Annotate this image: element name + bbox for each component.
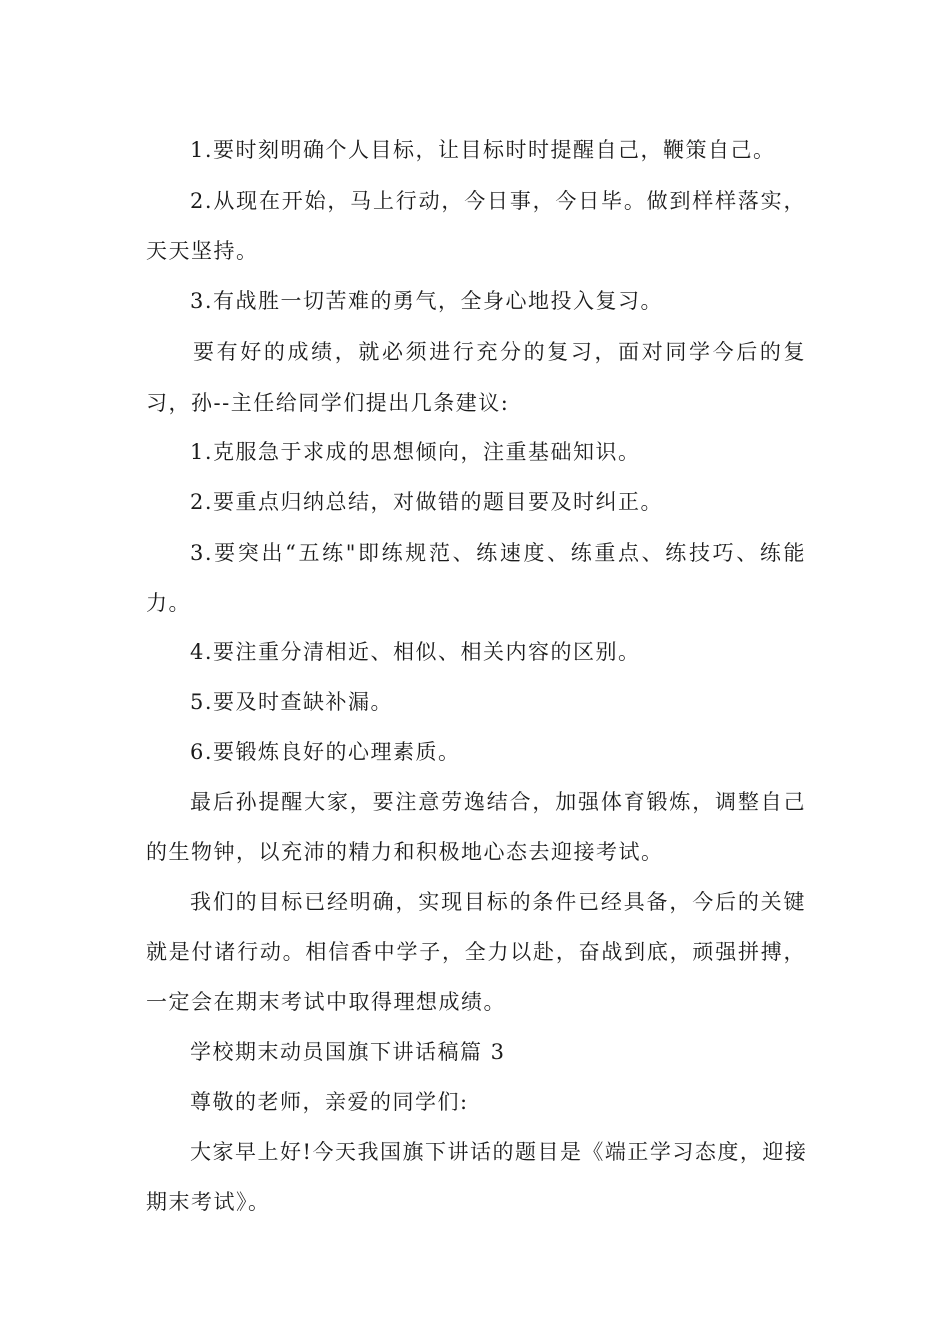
paragraph-line: 3.有战胜一切苦难的勇气，全身心地投入复习。 <box>190 289 664 313</box>
section-heading: 学校期末动员国旗下讲话稿篇 3 <box>190 1040 506 1064</box>
paragraph-line: 4.要注重分清相近、相似、相关内容的区别。 <box>190 640 641 664</box>
paragraph-line: 5.要及时查缺补漏。 <box>190 690 394 714</box>
paragraph-line: 就是付诸行动。相信香中学子，全力以赴，奋战到底，顽强拼搏， <box>146 940 806 964</box>
paragraph-line: 大家早上好!今天我国旗下讲话的题目是《端正学习态度，迎接 <box>190 1140 808 1164</box>
paragraph-line: 2.要重点归纳总结，对做错的题目要及时纠正。 <box>190 490 664 514</box>
paragraph-line: 3.要突出“五练"即练规范、练速度、练重点、练技巧、练能 <box>190 541 806 565</box>
paragraph-line: 期末考试》。 <box>146 1190 271 1214</box>
paragraph-line: 要有好的成绩，就必须进行充分的复习，面对同学今后的复 <box>193 340 806 364</box>
paragraph-line: 最后孙提醒大家，要注意劳逸结合，加强体育锻炼，调整自己 <box>190 790 806 814</box>
paragraph-line: 2.从现在开始，马上行动，今日事，今日毕。做到样样落实， <box>190 189 806 213</box>
paragraph-line: 习，孙--主任给同学们提出几条建议: <box>146 391 510 415</box>
paragraph-line: 一定会在期末考试中取得理想成绩。 <box>146 990 506 1014</box>
paragraph-line: 力。 <box>146 591 191 615</box>
paragraph-line: 我们的目标已经明确，实现目标的条件已经具备，今后的关键 <box>190 890 806 914</box>
paragraph-line: 1.克服急于求成的思想倾向，注重基础知识。 <box>190 440 641 464</box>
paragraph-line: 的生物钟，以充沛的精力和积极地心态去迎接考试。 <box>146 840 664 864</box>
paragraph-line: 1.要时刻明确个人目标，让目标时时提醒自己，鞭策自己。 <box>190 138 776 162</box>
salutation-line: 尊敬的老师，亲爱的同学们: <box>190 1090 469 1114</box>
paragraph-line: 6.要锻炼良好的心理素质。 <box>190 740 461 764</box>
paragraph-line: 天天坚持。 <box>146 239 259 263</box>
